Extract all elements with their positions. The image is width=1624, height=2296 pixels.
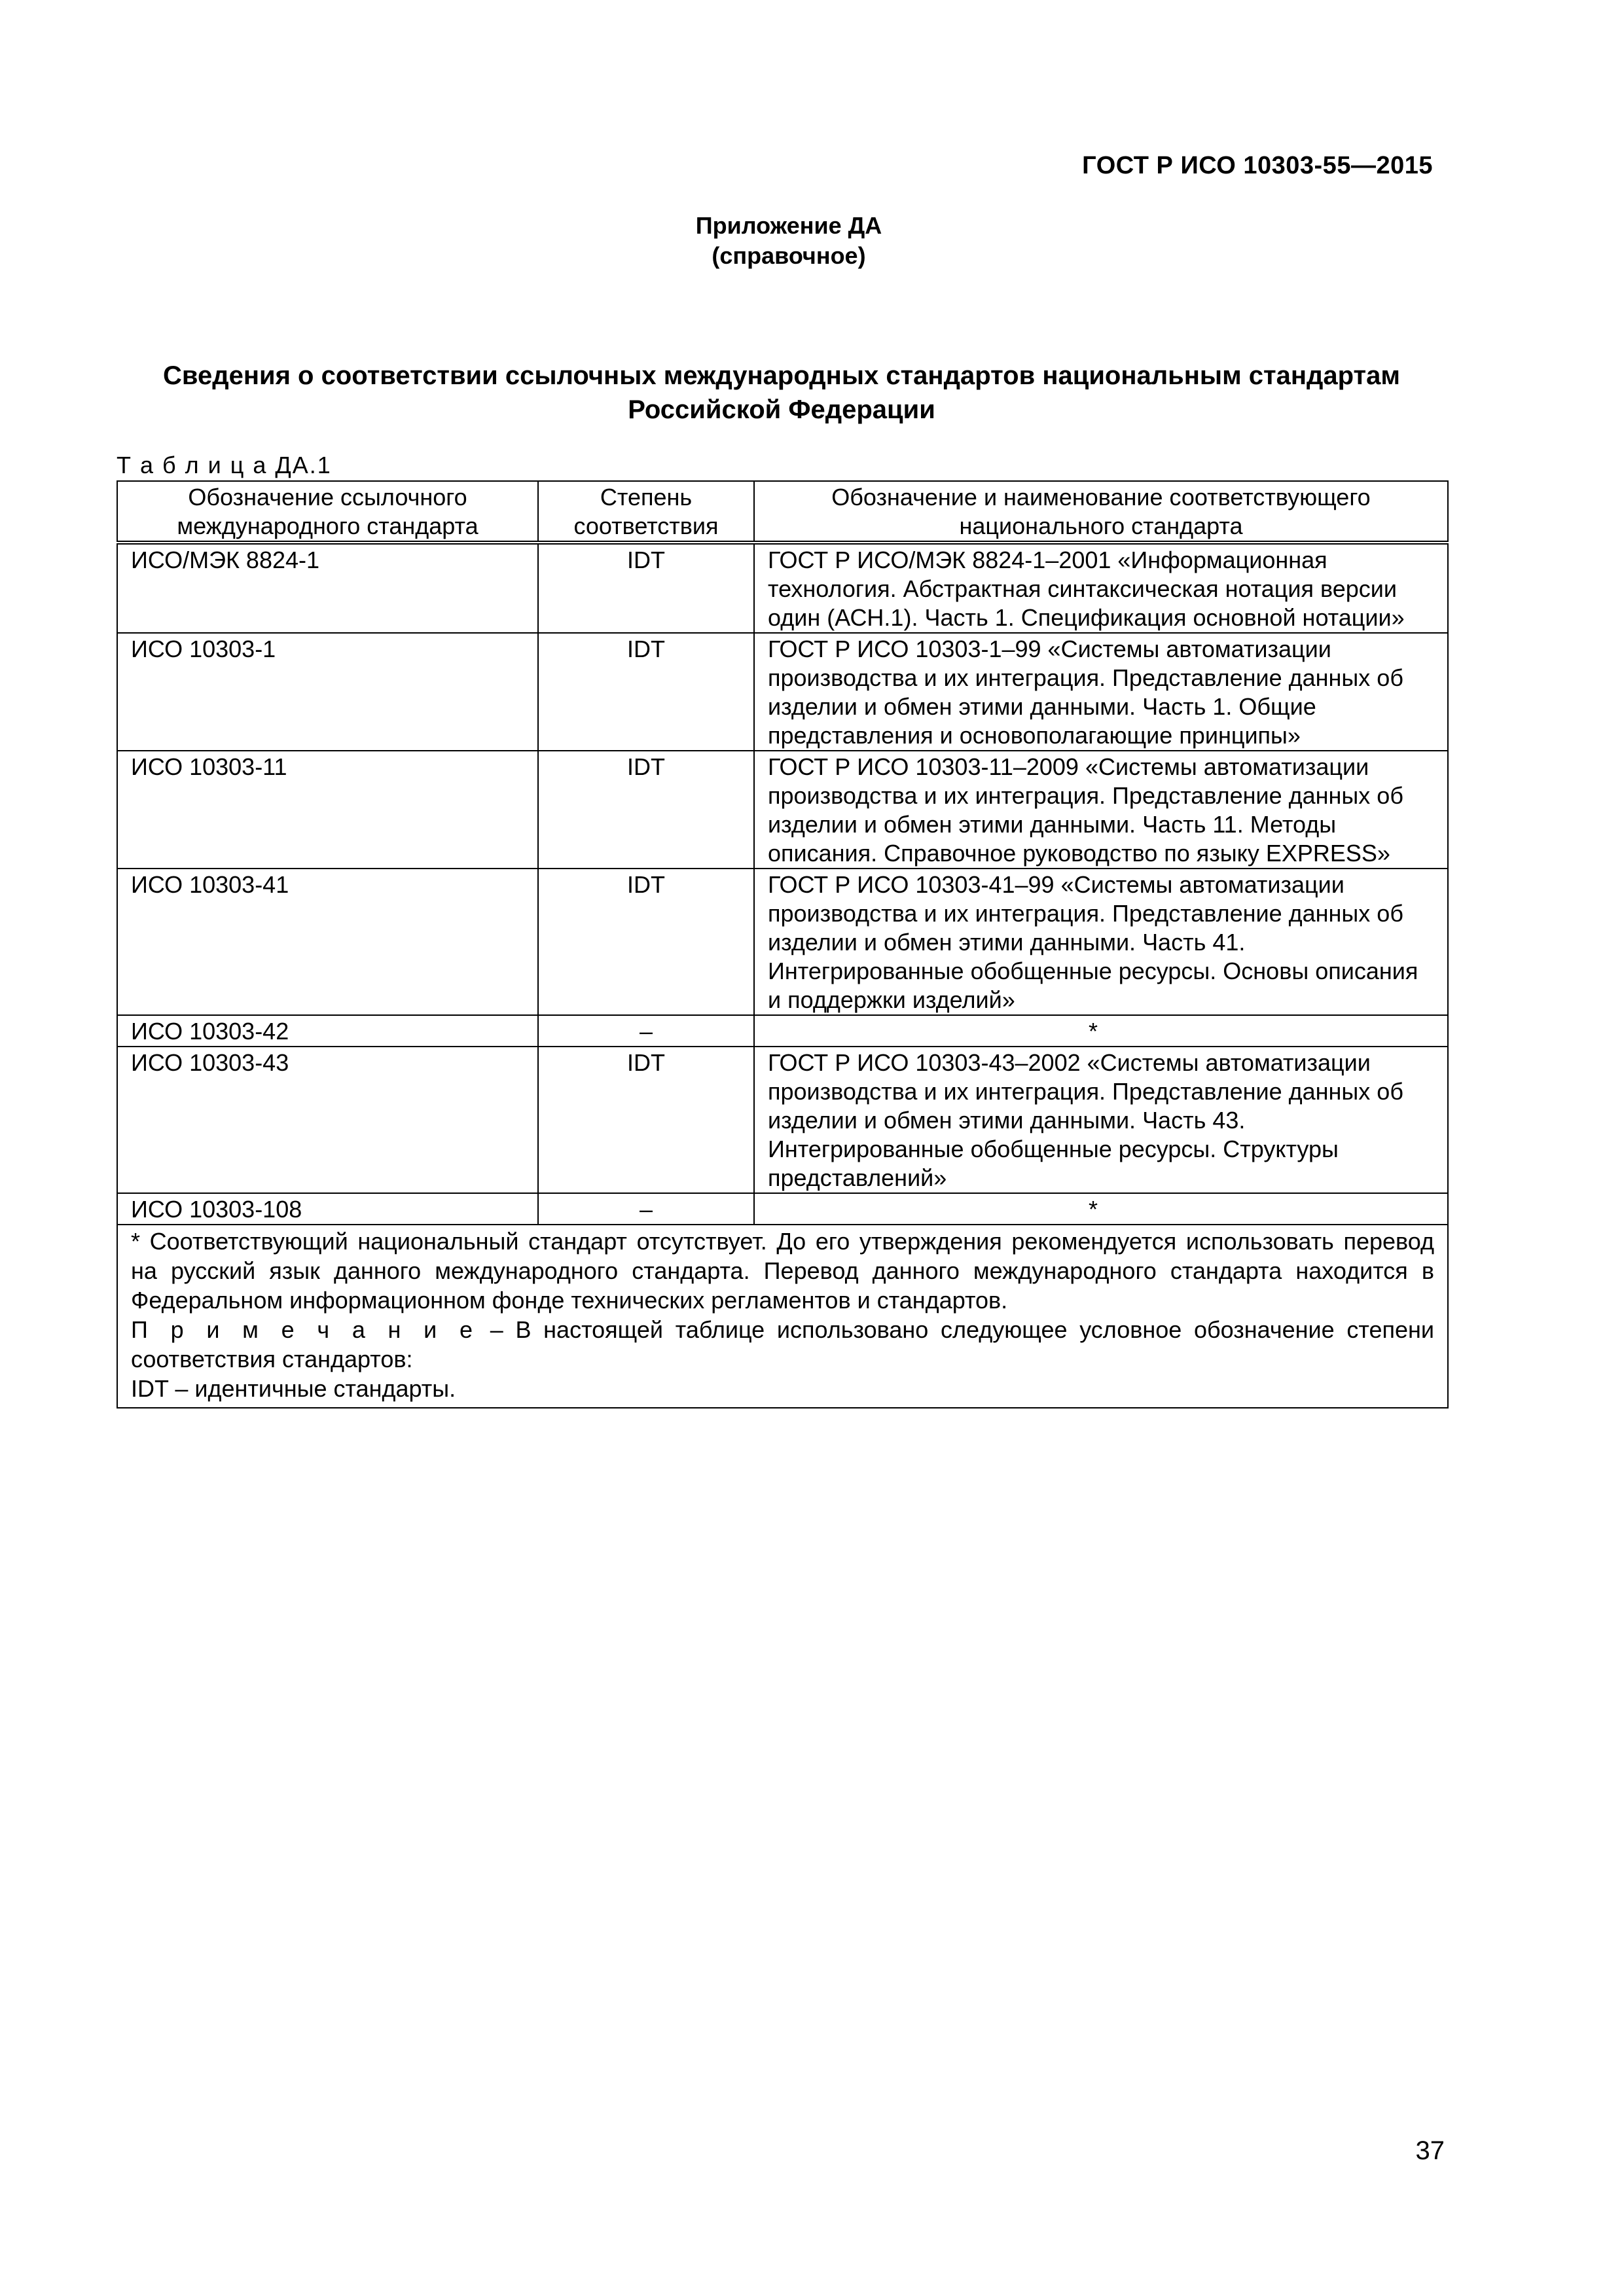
degree-cell: IDT (538, 869, 754, 1015)
page-number: 37 (1415, 2136, 1445, 2165)
ref-standard-cell: ИСО 10303-1 (117, 633, 538, 751)
degree-cell: – (538, 1193, 754, 1225)
national-standard-cell: ГОСТ Р ИСО 10303-43–2002 «Системы автоматизации производства и их интеграция. Представление данных об изделии и обмен этими данными. Часть 43. Интегрированные обобщенные ресурсы. Структуры представлений» (754, 1047, 1448, 1193)
document-code: ГОСТ Р ИСО 10303-55—2015 (1082, 152, 1433, 179)
degree-cell: IDT (538, 543, 754, 633)
appendix-subtitle: (справочное) (712, 242, 866, 269)
table-row (117, 869, 1448, 1015)
national-standard-cell: * (754, 1193, 1448, 1225)
national-standard-cell: ГОСТ Р ИСО 10303-41–99 «Системы автоматизации производства и их интеграция. Представление данных об изделии и обмен этими данными. Часть 41. Интегрированные обобщенные ресурсы. Основы описания и поддержки изделий» (754, 869, 1448, 1015)
national-standard-cell: ГОСТ Р ИСО/МЭК 8824-1–2001 «Информационная технология. Абстрактная синтаксическая нотация версии один (АСН.1). Часть 1. Спецификация основной нотации» (754, 543, 1448, 633)
table-footnote-row (117, 1225, 1448, 1408)
correspondence-table (117, 480, 1449, 1408)
ref-standard-cell: ИСО 10303-11 (117, 751, 538, 869)
header-degree: Степень соответствия (538, 481, 754, 543)
table-note (131, 1315, 1434, 1374)
note-idt-definition: IDT – идентичные стандарты. (131, 1375, 456, 1402)
note-text: – В настоящей таблице использовано следующее условное обозначение степени соответствия стандартов: (131, 1316, 1434, 1372)
table-label: Т а б л и ц а ДА.1 (117, 452, 332, 478)
section-heading-line-1: Сведения о соответствии ссылочных международных стандартов национальным стандартам (163, 361, 1400, 390)
table-row (117, 751, 1448, 869)
national-standard-cell: ГОСТ Р ИСО 10303-1–99 «Системы автоматизации производства и их интеграция. Представление данных об изделии и обмен этими данными. Часть 1. Общие представления и основополагающие принципы» (754, 633, 1448, 751)
table-row (117, 1015, 1448, 1047)
degree-cell: IDT (538, 751, 754, 869)
table-row (117, 1047, 1448, 1193)
section-heading (117, 359, 1447, 427)
note-label: П р и м е ч а н и е (131, 1316, 478, 1343)
national-standard-cell: * (754, 1015, 1448, 1047)
degree-cell: IDT (538, 633, 754, 751)
national-standard-cell: ГОСТ Р ИСО 10303-11–2009 «Системы автоматизации производства и их интеграция. Представление данных об изделии и обмен этими данными. Часть 11. Методы описания. Справочное руководство по языку EXPRESS» (754, 751, 1448, 869)
degree-cell: IDT (538, 1047, 754, 1193)
table-row (117, 543, 1448, 633)
ref-standard-cell: ИСО 10303-108 (117, 1193, 538, 1225)
table-header-row (117, 481, 1448, 543)
appendix-title: Приложение ДА (695, 212, 882, 239)
footnote-text: * Соответствующий национальный стандарт отсутствует. До его утверждения рекомендуется использовать перевод на русский язык данного международного стандарта. Перевод данного международного стандарта находится в Федеральном информационном фонде технических регламентов и стандартов. (131, 1228, 1434, 1314)
ref-standard-cell: ИСО 10303-42 (117, 1015, 538, 1047)
table-footnote-cell (117, 1225, 1448, 1408)
ref-standard-cell: ИСО/МЭК 8824-1 (117, 543, 538, 633)
ref-standard-cell: ИСО 10303-43 (117, 1047, 538, 1193)
table-row (117, 633, 1448, 751)
section-heading-line-2: Российской Федерации (628, 395, 935, 424)
header-ref-standard: Обозначение ссылочного международного стандарта (117, 481, 538, 543)
degree-cell: – (538, 1015, 754, 1047)
ref-standard-cell: ИСО 10303-41 (117, 869, 538, 1015)
table-row (117, 1193, 1448, 1225)
header-national-standard: Обозначение и наименование соответствующего национального стандарта (754, 481, 1448, 543)
appendix-heading (0, 211, 1578, 271)
